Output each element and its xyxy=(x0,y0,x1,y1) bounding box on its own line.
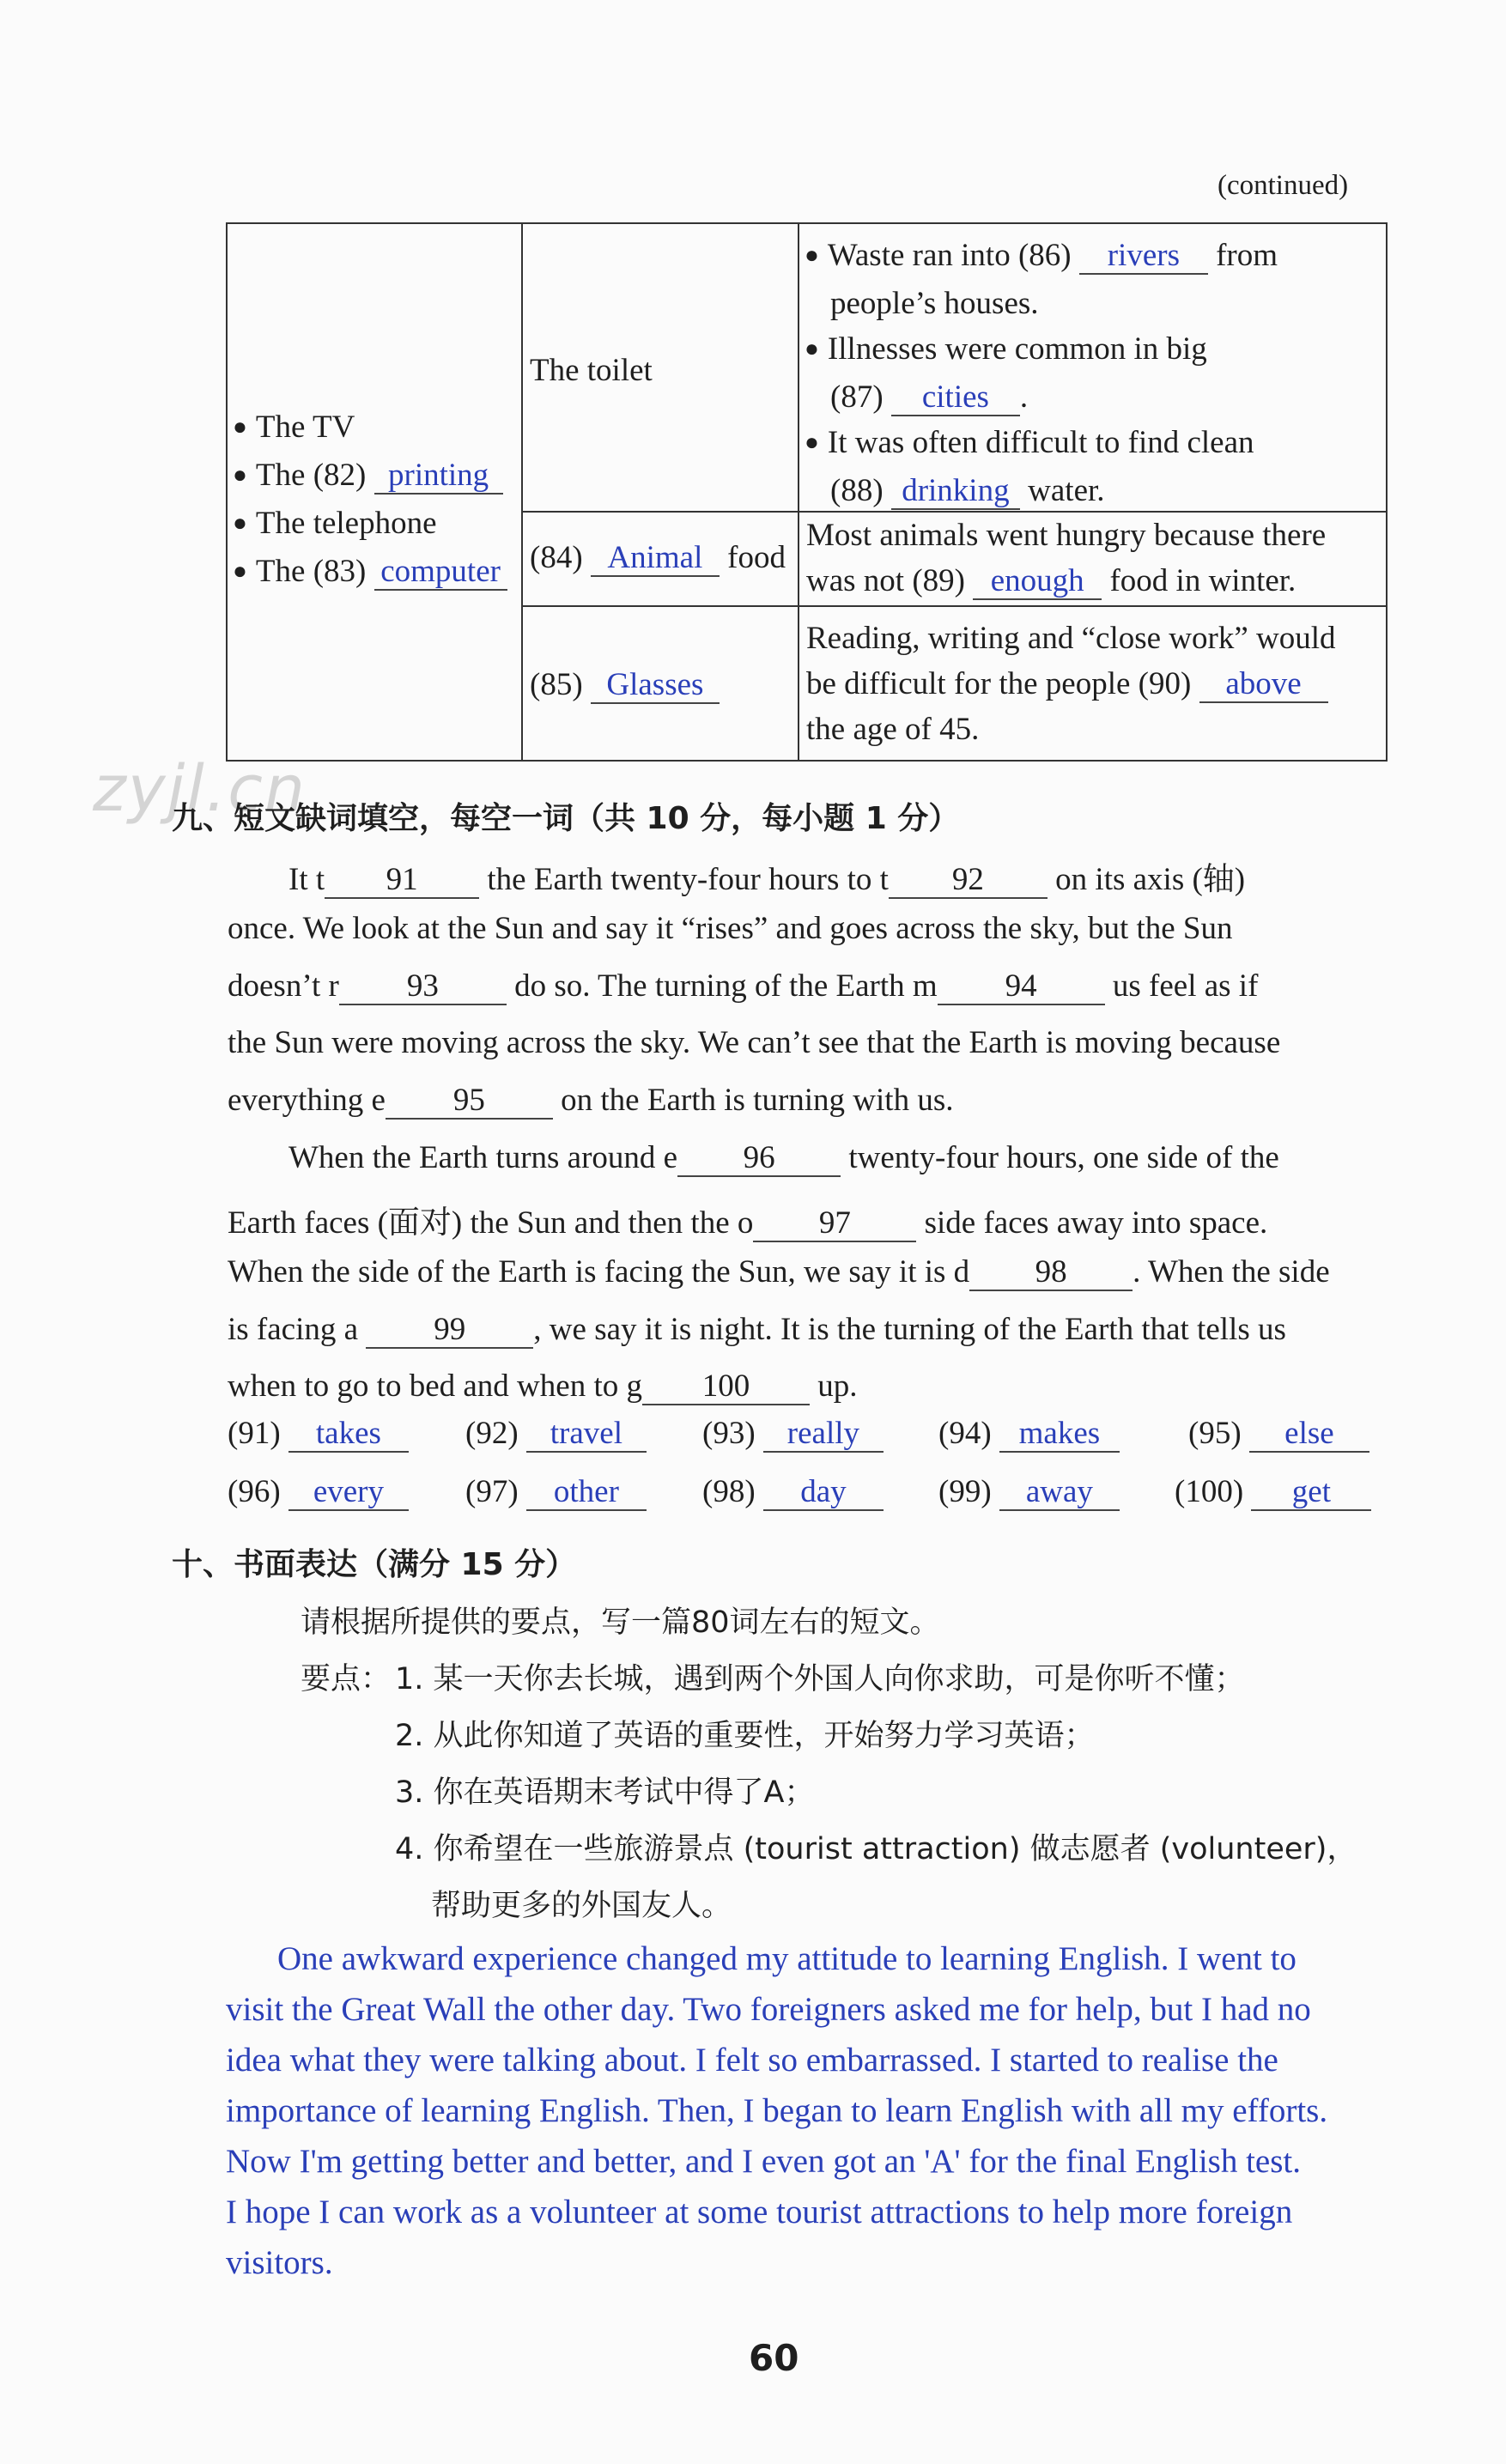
table-toilet: The toilet xyxy=(530,353,653,388)
essay-line-6: I hope I can work as a volunteer at some tourist attractions to help more foreign xyxy=(226,2194,1293,2230)
answer-88: drinking xyxy=(891,475,1020,510)
answer-86: rivers xyxy=(1079,240,1208,275)
passage-line-1: It t 91 the Earth twenty-four hours to t 92 on its axis (轴) xyxy=(288,862,1246,897)
answer-98: (98) day xyxy=(702,1473,884,1511)
section10-title: 十、书面表达（满分 15 分） xyxy=(172,1547,577,1582)
answer-94: (94) makes xyxy=(938,1415,1120,1453)
passage-line-4: the Sun were moving across the sky. We can’t see that the Earth is moving because xyxy=(228,1025,1281,1060)
essay-line-5: Now I'm getting better and better, and I even got an 'A' for the final English test. xyxy=(226,2143,1301,2180)
table-row3-right: Reading, writing and “close work” would be difficult for the people (90) above the age of 45. xyxy=(806,621,1336,747)
passage-line-3: doesn’t r 93 do so. The turning of the Earth m 94 us feel as if xyxy=(228,968,1259,1004)
answer-92: (92) travel xyxy=(465,1415,647,1453)
writing-instruction: 请根据所提供的要点，写一篇80词左右的短文。 xyxy=(301,1605,940,1640)
answer-95: (95) else xyxy=(1188,1415,1369,1453)
section9-title: 九、短文缺词填空，每空一词（共 10 分，每小题 1 分） xyxy=(172,801,960,836)
point-3: 3. 你在英语期末考试中得了A； xyxy=(395,1775,815,1810)
answer-83: computer xyxy=(374,555,507,591)
passage-line-10: when to go to bed and when to g 100 up. xyxy=(228,1369,858,1404)
point-2: 2. 从此你知道了英语的重要性，开始努力学习英语； xyxy=(395,1719,1095,1753)
passage-line-6: When the Earth turns around e 96 twenty-four hours, one side of the xyxy=(288,1140,1279,1175)
answer-100: (100) get xyxy=(1175,1473,1371,1511)
table-row1-right: ● Waste ran into (86) rivers from people’s houses. ● Illnesses were common in big (87) cities . ● It was often difficult to find clean (88) drinking water. xyxy=(805,238,1278,508)
passage-line-5: everything e 95 on the Earth is turning with us. xyxy=(228,1083,954,1118)
essay-line-2: visit the Great Wall the other day. Two foreigners asked me for help, but I had no xyxy=(226,1991,1311,2028)
passage-line-9: is facing a 99 , we say it is night. It is the turning of the Earth that tells us xyxy=(228,1312,1286,1347)
answer-85: Glasses xyxy=(591,669,720,704)
answer-93: (93) really xyxy=(702,1415,884,1453)
points-label: 要点： xyxy=(301,1662,392,1696)
answer-97: (97) other xyxy=(465,1473,647,1511)
answer-87: cities xyxy=(891,381,1020,416)
answer-90: above xyxy=(1199,668,1328,703)
table-col1: ● The TV ● The (82) printing ● The telephone ● The (83) computer xyxy=(233,404,507,597)
table-row2-right: Most animals went hungry because there was not (89) enough food in winter. xyxy=(806,518,1327,598)
passage-line-7: Earth faces (面对) the Sun and then the o 97 side faces away into space. xyxy=(228,1205,1268,1241)
point-4: 4. 你希望在一些旅游景点 (tourist attraction) 做志愿者 (volunteer)， xyxy=(395,1832,1357,1866)
essay-line-4: importance of learning English. Then, I began to learn English with all my efforts. xyxy=(226,2092,1328,2129)
answer-84: Animal xyxy=(591,542,720,577)
essay-line-3: idea what they were talking about. I felt so embarrassed. I started to realise the xyxy=(226,2042,1278,2079)
answer-table xyxy=(226,222,1388,762)
passage-line-8: When the side of the Earth is facing the Sun, we say it is d 98 . When the side xyxy=(228,1254,1330,1290)
essay-line-7: visitors. xyxy=(226,2244,333,2281)
table-row2-mid: (84) Animal food xyxy=(530,540,786,575)
answer-91: (91) takes xyxy=(228,1415,409,1453)
continued-label: (continued) xyxy=(1218,170,1349,201)
point-4-cont: 帮助更多的外国友人。 xyxy=(431,1889,732,1923)
point-1: 1. 某一天你去长城，遇到两个外国人向你求助，可是你听不懂； xyxy=(395,1662,1245,1696)
essay-line-1: One awkward experience changed my attitude to learning English. I went to xyxy=(277,1940,1296,1977)
watermark: zyjl.cn xyxy=(93,752,307,826)
page-number: 60 xyxy=(749,2337,799,2379)
answer-96: (96) every xyxy=(228,1473,409,1511)
answer-99: (99) away xyxy=(938,1473,1120,1511)
answer-89: enough xyxy=(973,565,1102,600)
passage-line-2: once. We look at the Sun and say it “rises” and goes across the sky, but the Sun xyxy=(228,911,1233,946)
table-row3-mid: (85) Glasses xyxy=(530,662,720,707)
answer-82: printing xyxy=(374,459,503,495)
